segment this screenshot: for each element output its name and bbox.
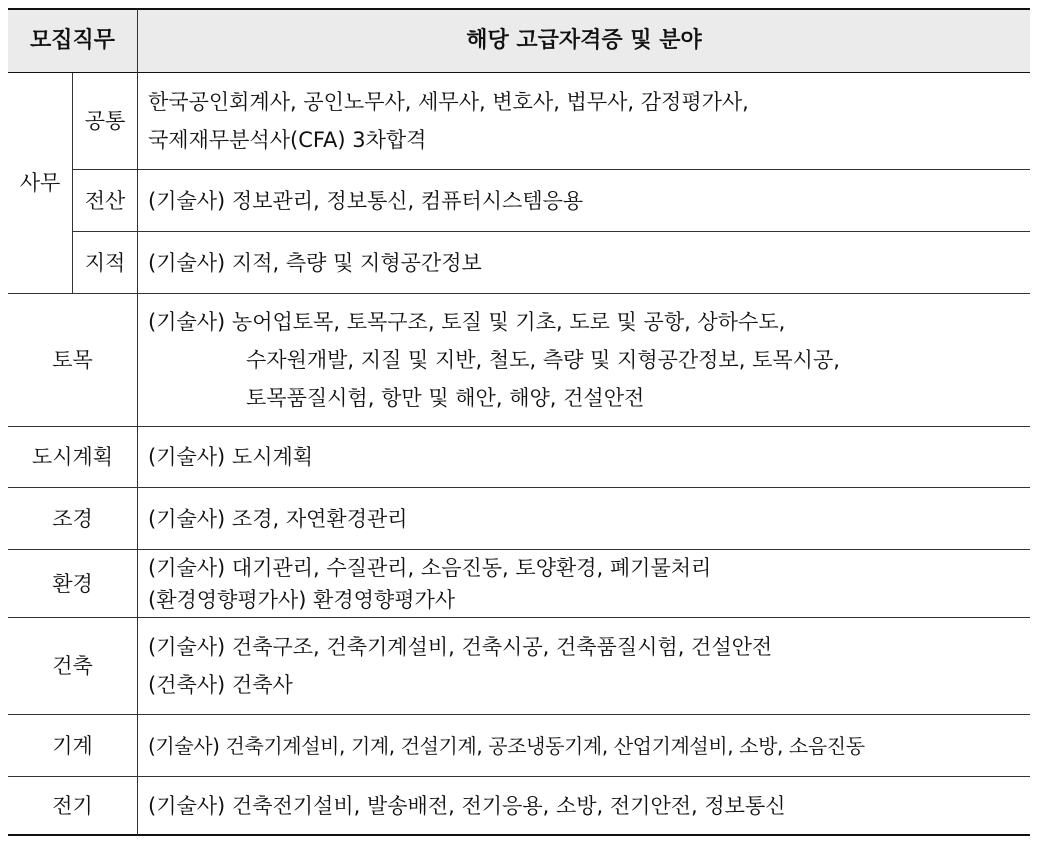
qual-urban-planning: (기술사) 도시계획 [148,445,314,469]
qual-architecture [138,618,1030,714]
job-mechanical: 기계 [52,733,93,758]
subjob-common: 공통 [84,109,126,133]
qual-environment [138,550,1030,617]
qual-line: (환경영향평가사) 환경영향평가사 [148,587,456,612]
subjob-cadastral: 지적 [84,250,126,275]
job-landscape: 조경 [52,506,93,531]
qual-line: (건축사) 건축사 [148,673,293,697]
qual-cadastral: (기술사) 지적, 측량 및 지형공간정보 [148,250,482,275]
qualification-table-container [8,8,1030,838]
job-urban-planning: 도시계획 [31,445,114,469]
qual-landscape: (기술사) 조경, 자연환경관리 [148,506,408,531]
qual-line: 수자원개발, 지질 및 지반, 철도, 측량 및 지형공간정보, 토목시공, [246,348,840,372]
qual-computing: (기술사) 정보관리, 정보통신, 컴퓨터시스템응용 [148,188,584,213]
job-samu: 사무 [19,171,61,195]
job-electrical: 전기 [52,793,93,818]
qual-line: (기술사) 대기관리, 수질관리, 소음진동, 토양환경, 폐기물처리 [148,555,712,580]
qual-mechanical: (기술사) 건축기계설비, 기계, 건설기계, 공조냉동기계, 산업기계설비, 소방, 소음진동 [148,733,865,758]
qual-line: 한국공인회계사, 공인노무사, 세무사, 변호사, 법무사, 감정평가사, [148,90,749,114]
qual-civil [138,294,1030,426]
qual-line: (기술사) 건축구조, 건축기계설비, 건축시공, 건축품질시험, 건설안전 [148,635,773,659]
qual-line: (기술사) 농어업토목, 토목구조, 토질 및 기초, 도로 및 공항, 상하수도, [148,310,786,334]
qual-line: 국제재무분석사(CFA) 3차합격 [148,128,427,152]
subjob-computing: 전산 [84,188,126,213]
header-job-column: 모집직무 [29,28,115,53]
header-qualification-column: 해당 고급자격증 및 분야 [466,28,702,53]
job-civil: 토목 [52,348,93,372]
job-environment: 환경 [52,571,93,596]
qualification-table [8,8,1030,838]
qual-electrical: (기술사) 건축전기설비, 발송배전, 전기응용, 소방, 전기안전, 정보통신 [148,793,786,818]
table-bottom-border [8,834,1030,836]
qual-common [138,73,1030,169]
qual-line: 토목품질시험, 항만 및 해안, 해양, 건설안전 [246,386,645,410]
job-architecture: 건축 [52,654,93,678]
